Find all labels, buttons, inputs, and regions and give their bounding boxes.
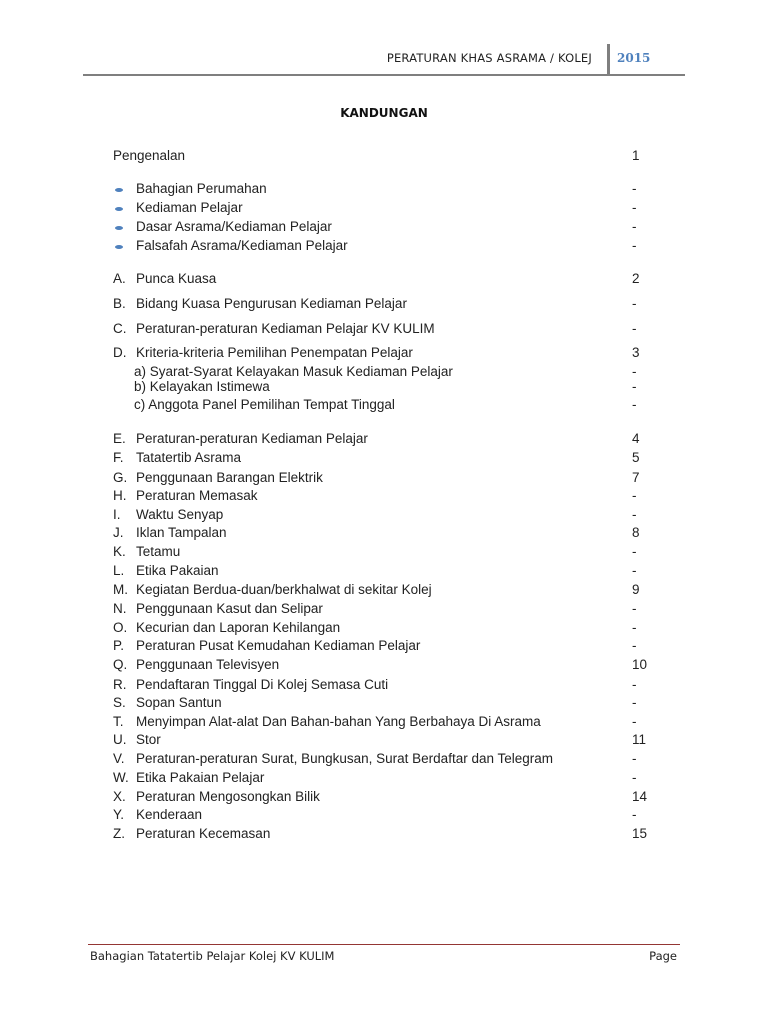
toc-entry-page: -	[632, 751, 637, 766]
header-year: 2015	[617, 51, 651, 65]
toc-entry-page: -	[632, 677, 637, 692]
toc-entry-letter: Q.	[113, 657, 128, 672]
toc-entry-letter: U.	[113, 732, 127, 747]
toc-entry-text: Kenderaan	[136, 807, 203, 822]
toc-entry-text: Kediaman Pelajar	[136, 200, 243, 215]
toc-entry-page: -	[632, 488, 637, 503]
toc-entry-page: -	[632, 219, 637, 234]
toc-entry-text: Penggunaan Kasut dan Selipar	[136, 601, 323, 616]
toc-entry-letter: Y.	[113, 807, 125, 822]
toc-entry-page: -	[632, 507, 637, 522]
toc-entry-letter: L.	[113, 563, 125, 578]
toc-entry-page: -	[632, 544, 637, 559]
toc-entry-page: 8	[632, 525, 640, 540]
toc-entry-text: a) Syarat-Syarat Kelayakan Masuk Kediaman Pelajar	[134, 364, 453, 379]
toc-entry-text: Peraturan Kecemasan	[136, 826, 271, 841]
toc-entry-page: 11	[632, 732, 647, 747]
toc-entry-letter: G.	[113, 470, 128, 485]
toc-entry-page: 5	[632, 450, 640, 465]
toc-entry-letter: K.	[113, 544, 126, 559]
toc-entry-text: Stor	[136, 732, 161, 747]
toc-entry-page: -	[632, 238, 637, 253]
toc-entry-page: -	[632, 695, 637, 710]
toc-section-row	[113, 487, 673, 505]
bullet-icon	[115, 188, 123, 192]
toc-entry-text: Peraturan Memasak	[136, 488, 258, 503]
toc-bullet-row	[113, 237, 673, 255]
toc-entry-page: -	[632, 770, 637, 785]
toc-entry-page: -	[632, 638, 637, 653]
toc-section-row	[113, 506, 673, 524]
toc-entry-page: -	[632, 321, 637, 336]
toc-entry-letter: N.	[113, 601, 127, 616]
toc-entry-page: 3	[632, 345, 640, 360]
toc-entry-text: Peraturan Pusat Kemudahan Kediaman Pelajar	[136, 638, 421, 653]
toc-section-row	[113, 806, 673, 824]
toc-section-row	[113, 430, 673, 448]
toc-entry-letter: E.	[113, 431, 126, 446]
toc-section-row	[113, 769, 673, 787]
toc-entry-page: 14	[632, 789, 648, 804]
bullet-icon	[115, 226, 123, 230]
toc-entry-text: Menyimpan Alat-alat Dan Bahan-bahan Yang Berbahaya Di Asrama	[136, 714, 541, 729]
page-title: KANDUNGAN	[340, 106, 428, 120]
toc-entry-text: Sopan Santun	[136, 695, 222, 710]
toc-entry-letter: R.	[113, 677, 127, 692]
toc-entry-page: 9	[632, 582, 640, 597]
toc-section-row	[113, 619, 673, 637]
toc-row-intro	[113, 147, 673, 165]
toc-section-row	[113, 713, 673, 731]
toc-section-row	[113, 543, 673, 561]
toc-entry-page: -	[632, 200, 637, 215]
toc-entry-text: Waktu Senyap	[136, 507, 224, 522]
toc-entry-page: -	[632, 620, 637, 635]
toc-entry-text: Etika Pakaian Pelajar	[136, 770, 265, 785]
toc-subsection-row	[113, 378, 673, 396]
toc-entry-text: Kriteria-kriteria Pemilihan Penempatan Pelajar	[136, 345, 413, 360]
toc-entry-letter: S.	[113, 695, 126, 710]
toc-entry-letter: I.	[113, 507, 121, 522]
toc-section-row	[113, 637, 673, 655]
toc-section-row	[113, 449, 673, 467]
toc-entry-letter: Z.	[113, 826, 125, 841]
toc-entry-letter: A.	[113, 271, 126, 286]
toc-section-row	[113, 562, 673, 580]
toc-entry-text: Pengenalan	[113, 148, 186, 163]
toc-entry-text: Bahagian Perumahan	[136, 181, 267, 196]
toc-entry-text: Peraturan-peraturan Kediaman Pelajar	[136, 431, 368, 446]
toc-section-row	[113, 656, 673, 674]
toc-entry-letter: V.	[113, 751, 125, 766]
toc-section-row	[113, 731, 673, 749]
toc-entry-page: -	[632, 364, 637, 379]
toc-entry-page: -	[632, 714, 637, 729]
toc-entry-text: b) Kelayakan Istimewa	[134, 379, 270, 394]
toc-entry-letter: W.	[113, 770, 129, 785]
toc-bullet-row	[113, 218, 673, 236]
header-rule	[83, 74, 685, 76]
header-title: PERATURAN KHAS ASRAMA / KOLEJ	[386, 51, 592, 65]
toc-entry-page: 1	[632, 148, 640, 163]
toc-entry-text: Kegiatan Berdua-duan/berkhalwat di sekitar Kolej	[136, 582, 432, 597]
toc-entry-letter: H.	[113, 488, 127, 503]
toc-bullet-row	[113, 180, 673, 198]
footer-text: Bahagian Tatatertib Pelajar Kolej KV KULIM	[90, 949, 335, 963]
toc-entry-page: -	[632, 807, 637, 822]
toc-entry-letter: D.	[113, 345, 127, 360]
footer-page-label: Page	[649, 949, 677, 963]
toc-entry-page: -	[632, 397, 637, 412]
toc-entry-letter: P.	[113, 638, 125, 653]
toc-entry-text: Dasar Asrama/Kediaman Pelajar	[136, 219, 332, 234]
bullet-icon	[115, 207, 123, 211]
toc-section-row	[113, 295, 673, 313]
toc-entry-text: Iklan Tampalan	[136, 525, 227, 540]
toc-entry-letter: T.	[113, 714, 124, 729]
toc-section-row	[113, 825, 673, 843]
toc-entry-letter: J.	[113, 525, 124, 540]
toc-entry-page: 4	[632, 431, 640, 446]
toc-entry-letter: M.	[113, 582, 128, 597]
toc-entry-text: c) Anggota Panel Pemilihan Tempat Tinggal	[134, 397, 395, 412]
toc-entry-page: -	[632, 601, 637, 616]
toc-section-row	[113, 694, 673, 712]
toc-entry-letter: X.	[113, 789, 126, 804]
toc-entry-text: Penggunaan Televisyen	[136, 657, 280, 672]
toc-section-row	[113, 524, 673, 542]
toc-entry-text: Tetamu	[136, 544, 181, 559]
header-divider	[607, 44, 610, 76]
toc-entry-text: Peraturan Mengosongkan Bilik	[136, 789, 320, 804]
toc-section-row	[113, 676, 673, 694]
toc-entry-text: Peraturan-peraturan Kediaman Pelajar KV KULIM	[136, 321, 435, 336]
footer-rule	[88, 944, 680, 945]
toc-entry-page: -	[632, 563, 637, 578]
toc-entry-text: Penggunaan Barangan Elektrik	[136, 470, 323, 485]
toc-bullet-row	[113, 199, 673, 217]
toc-section-row	[113, 600, 673, 618]
toc-entry-text: Punca Kuasa	[136, 271, 217, 286]
toc-entry-page: 2	[632, 271, 640, 286]
toc-entry-text: Falsafah Asrama/Kediaman Pelajar	[136, 238, 348, 253]
toc-entry-text: Etika Pakaian	[136, 563, 219, 578]
toc-section-row	[113, 320, 673, 338]
toc-entry-text: Kecurian dan Laporan Kehilangan	[136, 620, 341, 635]
toc-entry-letter: O.	[113, 620, 128, 635]
toc-entry-page: 15	[632, 826, 648, 841]
toc-entry-text: Bidang Kuasa Pengurusan Kediaman Pelajar	[136, 296, 407, 311]
toc-entry-letter: C.	[113, 321, 127, 336]
toc-entry-page: -	[632, 379, 637, 394]
toc-section-row	[113, 581, 673, 599]
toc-entry-page: 10	[632, 657, 648, 672]
toc-section-row	[113, 270, 673, 288]
toc-entry-text: Tatatertib Asrama	[136, 450, 242, 465]
toc-section-row	[113, 469, 673, 487]
toc-entry-text: Peraturan-peraturan Surat, Bungkusan, Surat Berdaftar dan Telegram	[136, 751, 553, 766]
toc-section-row	[113, 750, 673, 768]
toc-section-row	[113, 788, 673, 806]
toc-entry-page: 7	[632, 470, 640, 485]
bullet-icon	[115, 245, 123, 249]
toc-section-row	[113, 344, 673, 362]
toc-subsection-row	[113, 396, 673, 414]
toc-entry-text: Pendaftaran Tinggal Di Kolej Semasa Cuti	[136, 677, 389, 692]
toc-entry-page: -	[632, 296, 637, 311]
toc-entry-letter: F.	[113, 450, 124, 465]
toc-entry-page: -	[632, 181, 637, 196]
toc-entry-letter: B.	[113, 296, 126, 311]
